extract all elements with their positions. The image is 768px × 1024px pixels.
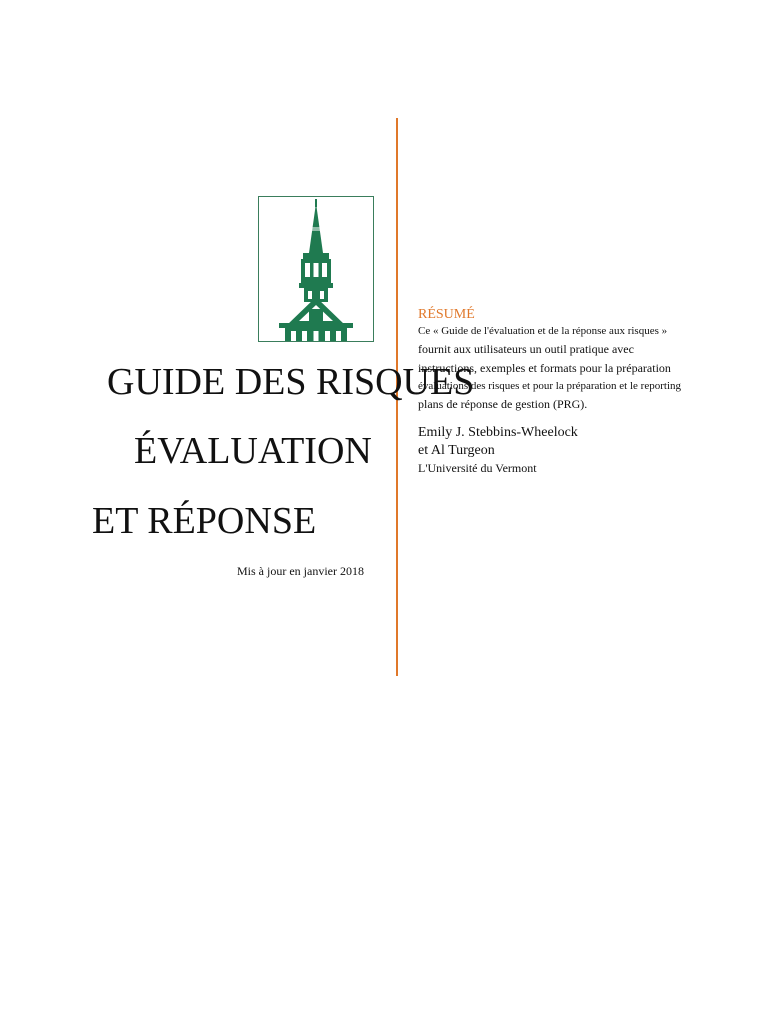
title-line-3: ET RÉPONSE <box>92 500 317 542</box>
institution: L'Université du Vermont <box>418 461 537 475</box>
author-name: et Al Turgeon <box>418 443 495 458</box>
spacer <box>418 414 718 424</box>
summary-line: plans de réponse de gestion (PRG). <box>418 397 588 411</box>
summary-line: Ce « Guide de l'évaluation et de la réponse aux risques » <box>418 325 668 337</box>
update-date: Mis à jour en janvier 2018 <box>237 564 364 578</box>
author-name: Emily J. Stebbins-Wheelock <box>418 425 578 440</box>
summary-block <box>418 306 718 476</box>
title-line-1: GUIDE DES RISQUES <box>107 361 475 403</box>
summary-line: instructions, exemples et formats pour la préparation <box>418 361 671 375</box>
university-tower-logo <box>258 196 374 342</box>
title-line-2: ÉVALUATION <box>134 430 372 472</box>
tower-logo-icon <box>259 197 373 341</box>
summary-line: évaluations des risques et pour la préparation et le reporting <box>418 380 681 392</box>
summary-line: fournit aux utilisateurs un outil pratique avec <box>418 342 634 356</box>
summary-heading: RÉSUMÉ <box>418 307 475 322</box>
